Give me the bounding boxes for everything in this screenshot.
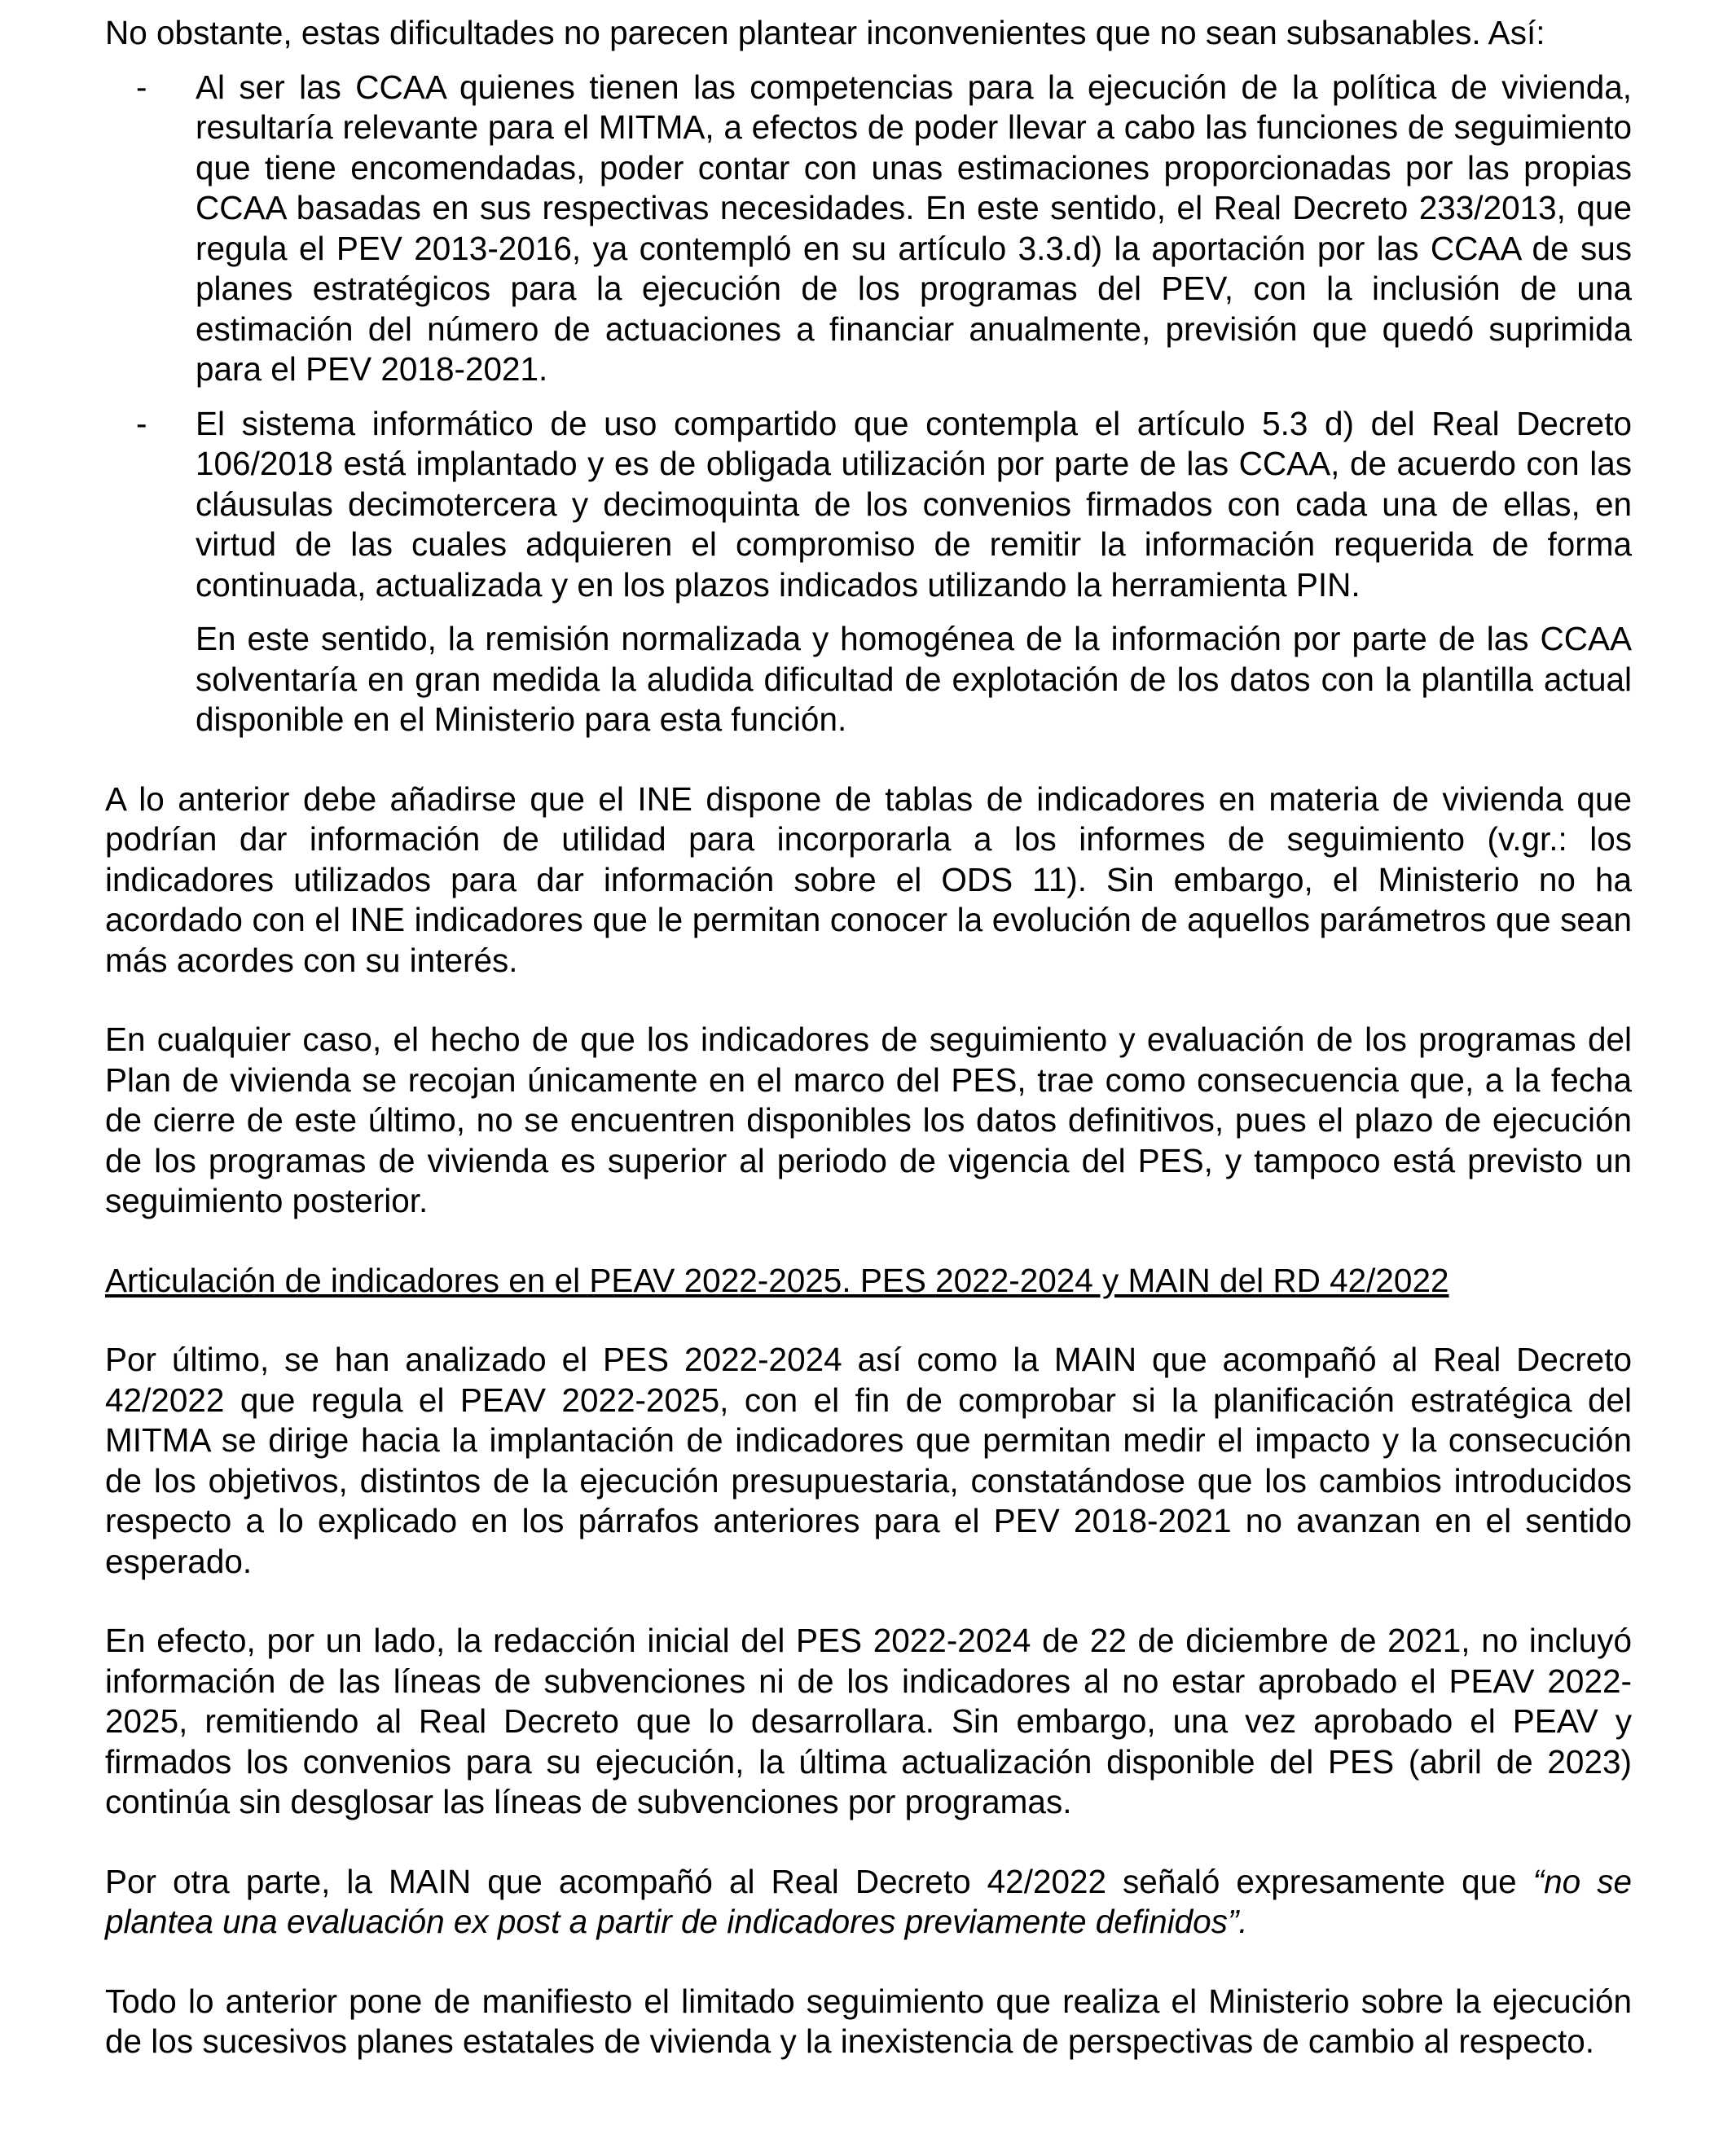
main-paragraph-quote: “no se plantea una evaluación ex post a partir de indicadores previamente definidos”.: [105, 1862, 1632, 1940]
document-page: [105, 13, 1632, 2062]
bullet-paragraph: En este sentido, la remisión normalizada y homogénea de la información por parte de las CCAA solventaría en gran medida la aludida dificultad de explotación de los datos con la plantilla actual disponible en el Ministerio para esta función.: [196, 620, 1632, 738]
bullet-paragraph: Al ser las CCAA quienes tienen las competencias para la ejecución de la política de vivienda, resultaría relevante para el MITMA, a efectos de poder llevar a cabo las funciones de seguimiento que tiene encomendadas, poder contar con unas estimaciones proporcionadas por las propias CCAA basadas en sus respectivas necesidades. En este sentido, el Real Decreto 233/2013, que regula el PEV 2013-2016, ya contempló en su artículo 3.3.d) la aportación por las CCAA de sus planes estratégicos para la ejecución de los programas del PEV, con la inclusión de una estimación del número de actuaciones a financiar anualmente, previsión que quedó suprimida para el PEV 2018-2021.: [196, 68, 1632, 388]
body-paragraph: A lo anterior debe añadirse que el INE dispone de tablas de indicadores en materia de vivienda que podrían dar información de utilidad para incorporarla a los informes de seguimiento (v.gr.: los indicadores utilizados para dar información sobre el ODS 11). Sin embargo, el Ministerio no ha acordado con el INE indicadores que le permitan conocer la evolución de aquellos parámetros que sean más acordes con su interés.: [105, 779, 1632, 979]
main-paragraph: [105, 1862, 1632, 1943]
body-paragraph: En cualquier caso, el hecho de que los indicadores de seguimiento y evaluación de los programas del Plan de vivienda se recojan únicamente en el marco del PES, trae como consecuencia que, a la fecha de cierre de este último, no se encuentren disponibles los datos definitivos, pues el plazo de ejecución de los programas de vivienda es superior al periodo de vigencia del PES, y tampoco está previsto un seguimiento posterior.: [105, 1021, 1632, 1219]
intro-paragraph: No obstante, estas dificultades no parecen plantear inconvenientes que no sean subsanables. Así:: [105, 14, 1545, 51]
body-paragraph: En efecto, por un lado, la redacción inicial del PES 2022-2024 de 22 de diciembre de 2021, no incluyó información de las líneas de subvenciones ni de los indicadores al no estar aprobado el PEAV 2022-2025, remitiendo al Real Decreto que lo desarrollara. Sin embargo, una vez aprobado el PEAV y firmados los convenios para su ejecución, la última actualización disponible del PES (abril de 2023) continúa sin desglosar las líneas de subvenciones por programas.: [105, 1622, 1632, 1820]
bullet-item: [105, 68, 1632, 390]
bullet-dash: -: [136, 404, 147, 442]
bullet-list: [105, 68, 1632, 740]
closing-paragraph: Todo lo anterior pone de manifiesto el limitado seguimiento que realiza el Ministerio sobre la ejecución de los sucesivos planes estatales de vivienda y la inexistencia de perspectivas de cambio al respecto.: [105, 1982, 1632, 2060]
section-heading: Articulación de indicadores en el PEAV 2022-2025. PES 2022-2024 y MAIN del RD 42/2022: [105, 1261, 1449, 1299]
body-paragraph: Por último, se han analizado el PES 2022-2024 así como la MAIN que acompañó al Real Decreto 42/2022 que regula el PEAV 2022-2025, con el fin de comprobar si la planificación estratégica del MITMA se dirige hacia la implantación de indicadores que permitan medir el impacto y la consecución de los objetivos, distintos de la ejecución presupuestaria, constatándose que los cambios introducidos respecto a lo explicado en los párrafos anteriores para el PEV 2018-2021 no avanzan en el sentido esperado.: [105, 1341, 1632, 1580]
bullet-dash: -: [136, 68, 147, 106]
main-paragraph-text: Por otra parte, la MAIN que acompañó al Real Decreto 42/2022 señaló expresamente que: [105, 1862, 1533, 1900]
bullet-item: [105, 404, 1632, 740]
bullet-paragraph: El sistema informático de uso compartido que contempla el artículo 5.3 d) del Real Decreto 106/2018 está implantado y es de obligada utilización por parte de las CCAA, de acuerdo con las cláusulas decimotercera y decimoquinta de los convenios firmados con cada una de ellas, en virtud de las cuales adquieren el compromiso de remitir la información requerida de forma continuada, actualizada y en los plazos indicados utilizando la herramienta PIN.: [196, 404, 1632, 604]
